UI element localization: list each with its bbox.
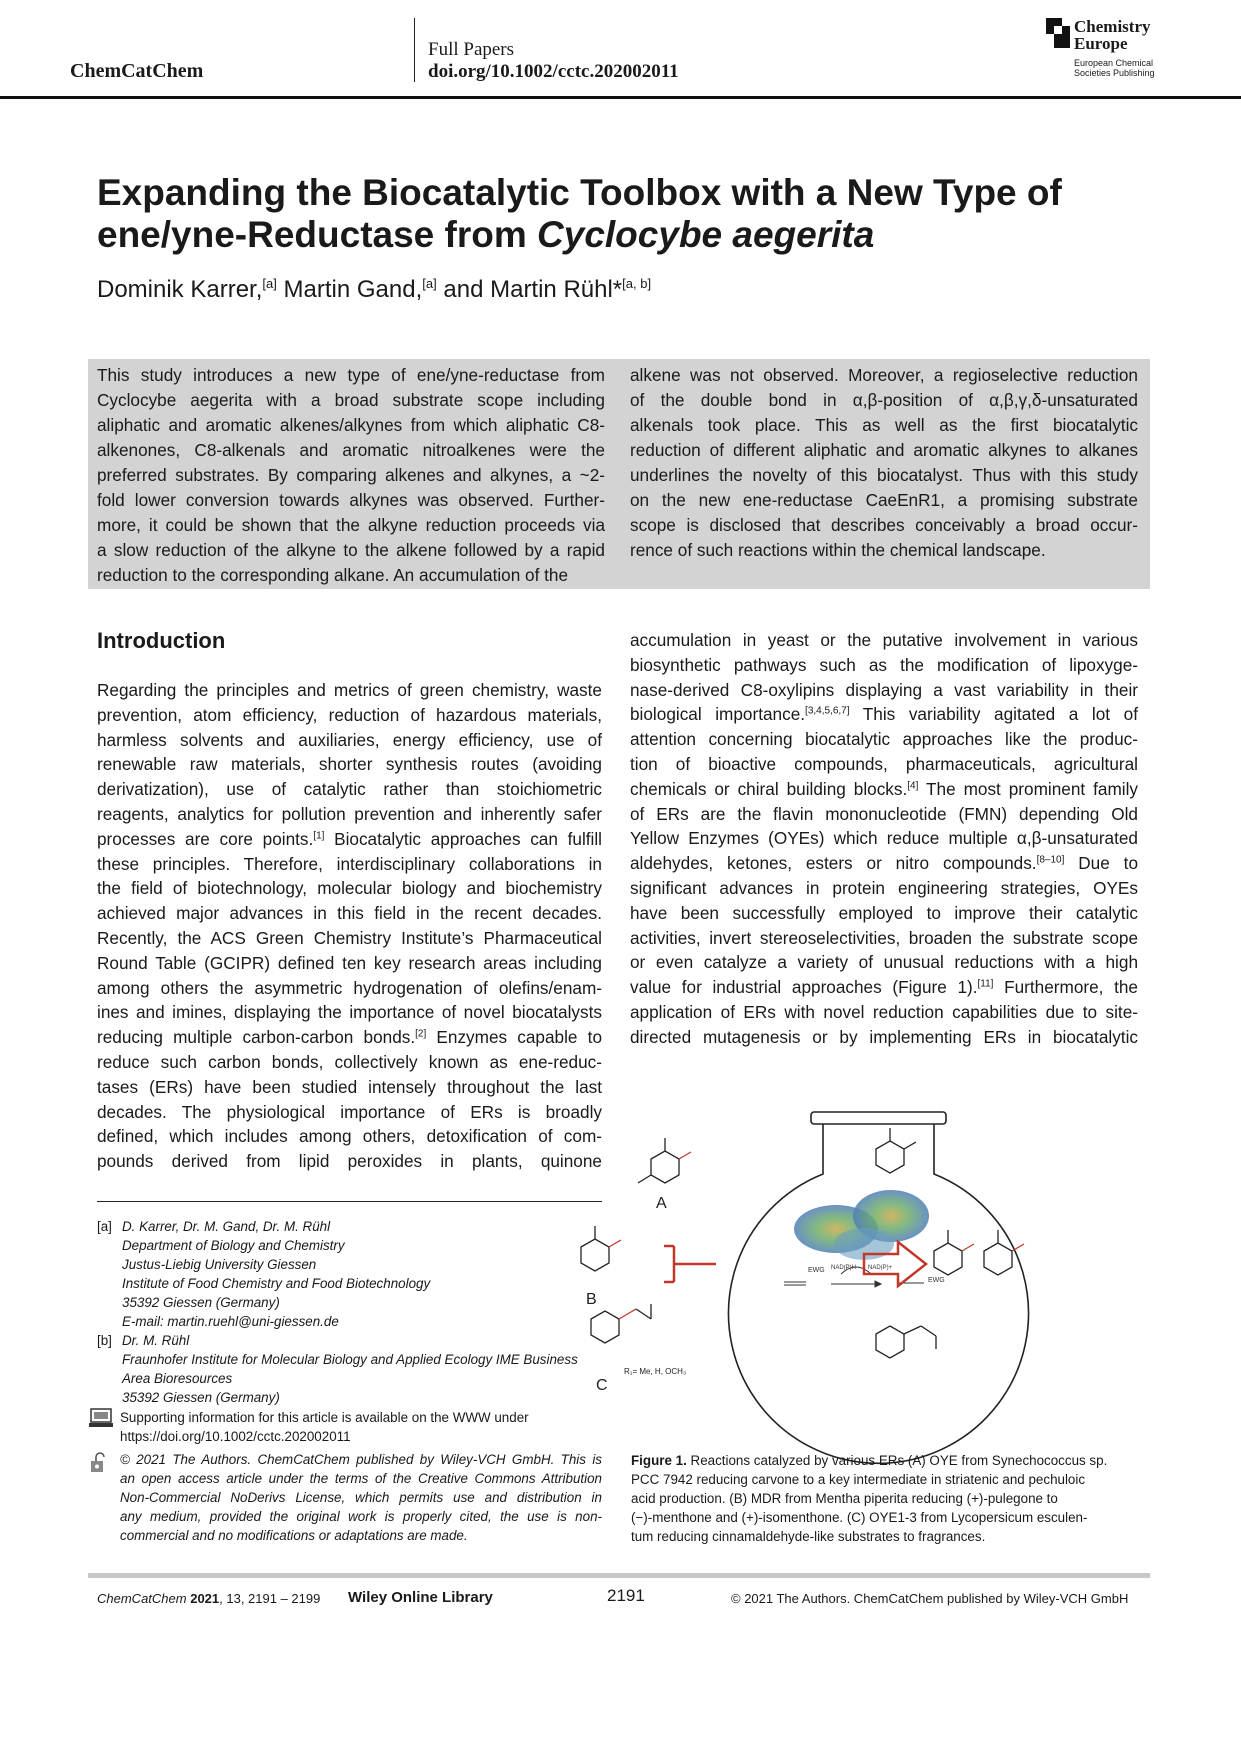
figure-caption-label: Figure 1.	[631, 1453, 687, 1468]
figure-caption	[631, 1451, 1147, 1546]
intro-text: activities, invert stereoselectivities, broaden the substrate scope	[630, 927, 1138, 948]
intro-text: application of ERs with novel reduction capabilities due to site-	[630, 1001, 1138, 1022]
intro-text: decades. The physiological importance of ERs is broadly	[97, 1101, 602, 1122]
nadp-label: NAD(P)+	[868, 1265, 893, 1271]
author-2: Martin Gand,	[276, 276, 423, 303]
citation-ref[interactable]: [11]	[977, 978, 994, 990]
affiliation-line: 35392 Giessen (Germany)	[122, 1390, 280, 1405]
intro-text: nase-derived C8-oxylipins displaying a vast variability in their	[630, 679, 1138, 700]
abstract-line: reduction of different aliphatic and aromatic alkynes to alkanes	[630, 440, 1138, 460]
open-access-line: © 2021 The Authors. ChemCatChem published by Wiley-VCH GmbH. This is	[120, 1452, 602, 1467]
intro-line	[630, 628, 1138, 653]
intro-line	[97, 703, 602, 728]
r1-substituents: R₁= Me, H, OCH₃	[624, 1367, 687, 1376]
species-name: Cyclocybe aegerita	[537, 214, 875, 255]
citation-ref[interactable]: [4]	[907, 780, 919, 792]
intro-text: significant advances in protein engineering strategies, OYEs	[630, 877, 1138, 898]
open-access-lock-icon	[90, 1452, 108, 1474]
intro-text: harmless solvents and auxiliaries, energy efficiency, use of	[97, 729, 602, 750]
affiliation-line: D. Karrer, Dr. M. Gand, Dr. M. Rühl	[122, 1219, 331, 1234]
intro-line	[97, 876, 602, 901]
page-number: 2191	[607, 1586, 645, 1605]
affiliation-tag: [b]	[97, 1333, 112, 1348]
intro-text: the field of biotechnology, molecular biology and biochemistry	[97, 878, 602, 899]
label-c: C	[596, 1377, 608, 1394]
footer-volume-pages: , 13, 2191 – 2199	[219, 1591, 321, 1606]
intro-line	[630, 975, 1138, 1000]
intro-text: prevention, atom efficiency, reduction of hazardous materials,	[97, 704, 602, 725]
publisher-sub-line2: Societies Publishing	[1074, 68, 1155, 78]
structure-a-icon	[638, 1138, 691, 1183]
doi-link[interactable]: doi.org/10.1002/cctc.202002011	[428, 61, 679, 82]
intro-line	[630, 950, 1138, 975]
intro-text: reducing multiple carbon-carbon bonds.	[97, 1027, 416, 1048]
intro-text: reduce such carbon bonds, collectively known as ene-reduc-	[97, 1051, 602, 1072]
nadph-label: NAD(P)H	[831, 1265, 856, 1271]
structure-b-icon	[581, 1226, 621, 1271]
intro-text: reagents, analytics for pollution prevention and inherently safer	[97, 803, 602, 824]
figure-1	[586, 1104, 1156, 1444]
intro-line	[97, 1025, 602, 1050]
wiley-online-library-link[interactable]: Wiley Online Library	[348, 1589, 493, 1606]
intro-line	[97, 951, 602, 976]
product-b1-icon	[934, 1230, 974, 1275]
intro-line	[97, 1100, 602, 1125]
footnote-rule	[97, 1201, 602, 1202]
abstract-line: rence of such reactions within the chemical landscape.	[630, 540, 1046, 560]
intro-line	[630, 777, 1138, 802]
intro-text: ines and imines, displaying the importance of novel biocatalysts	[97, 1002, 602, 1023]
computer-icon	[89, 1408, 113, 1428]
author-1: Dominik Karrer,	[97, 276, 263, 303]
figure-caption-line: acid production. (B) MDR from Mentha piperita reducing (+)-pulegone to	[631, 1491, 1058, 1506]
intro-line	[97, 1149, 602, 1174]
affiliation-b	[97, 1331, 578, 1407]
open-access-line: Non-Commercial NoDerivs License, which permits use and distribution in	[120, 1490, 602, 1505]
intro-text: Recently, the ACS Green Chemistry Institute’s Pharmaceutical	[97, 927, 602, 948]
footer-year: 2021	[190, 1591, 220, 1606]
introduction-heading: Introduction	[97, 628, 226, 653]
intro-text: or even catalyze a variety of unusual reductions with a high	[630, 952, 1138, 973]
intro-line	[97, 901, 602, 926]
open-access-line: any medium, provided the original work is properly cited, the use is non-	[120, 1509, 602, 1524]
intro-line	[630, 653, 1138, 678]
affiliation-line: Area Bioresources	[122, 1371, 233, 1386]
intro-text: attention concerning biocatalytic approaches like the produc-	[630, 729, 1138, 750]
affiliation-line: Department of Biology and Chemistry	[122, 1238, 345, 1253]
citation-ref[interactable]: [3,4,5,6,7]	[805, 705, 850, 717]
intro-line	[630, 752, 1138, 777]
intro-line	[630, 1000, 1138, 1025]
intro-line	[630, 1025, 1138, 1050]
intro-text: derivatization), use of catalytic rather than stoichiometric	[97, 779, 602, 800]
chemistry-europe-logo-icon	[1046, 18, 1070, 52]
intro-line	[630, 802, 1138, 827]
product-c-icon	[876, 1326, 936, 1358]
intro-text: directed mutagenesis or by implementing ERs in biocatalytic	[630, 1026, 1138, 1047]
intro-line	[97, 852, 602, 877]
intro-text: Furthermore, the	[993, 977, 1138, 998]
affiliation-a	[97, 1217, 430, 1331]
affiliation-line: Dr. M. Rühl	[122, 1333, 190, 1348]
intro-line	[630, 926, 1138, 951]
intro-line	[630, 876, 1138, 901]
figure-caption-line: Reactions catalyzed by various ERs (A) OYE from Synechococcus sp.	[686, 1453, 1108, 1468]
red-bracket-icon	[664, 1246, 716, 1282]
intro-text: pounds derived from lipid peroxides in plants, quinone	[97, 1151, 602, 1172]
affiliation-line: E-mail: martin.ruehl@uni-giessen.de	[122, 1314, 339, 1329]
title-line2-plain: ene/yne-Reductase from	[97, 214, 538, 255]
ewg-right-label: EWG	[928, 1277, 945, 1284]
intro-text: tases (ERs) have been studied intensely throughout the last	[97, 1076, 602, 1097]
abstract-line: fold lower conversion towards alkynes was observed. Further-	[97, 490, 605, 510]
intro-line	[630, 901, 1138, 926]
intro-text: accumulation in yeast or the putative involvement in various	[630, 630, 1138, 650]
citation-ref[interactable]: [8–10]	[1036, 854, 1065, 866]
intro-line	[97, 728, 602, 753]
open-access-line: commercial and no modifications or adaptations are made.	[120, 1528, 468, 1543]
intro-text: biological importance.	[630, 704, 806, 725]
author-3-affiliation: [a, b]	[622, 276, 652, 291]
intro-text: defined, which includes among others, detoxification of com-	[97, 1126, 602, 1147]
intro-text: of ERs are the flavin mononucleotide (FMN) depending Old	[630, 803, 1138, 824]
intro-text: achieved major advances in this field in the recent decades.	[97, 903, 602, 924]
intro-line	[97, 777, 602, 802]
supporting-information-note	[120, 1408, 602, 1446]
abstract-line: reduction to the corresponding alkane. An accumulation of the	[97, 565, 569, 585]
intro-text: these principles. Therefore, interdisciplinary collaborations in	[97, 853, 602, 874]
structure-c-icon	[591, 1304, 651, 1343]
intro-text: The most prominent family	[918, 778, 1138, 799]
publisher-logo	[1046, 18, 1186, 82]
abstract-line: underlines the novelty of this biocatalyst. Thus with this study	[630, 465, 1138, 485]
paper-title	[97, 172, 1157, 256]
flask-icon	[729, 1112, 1029, 1463]
citation-ref[interactable]: [2]	[415, 1028, 427, 1040]
intro-text: This variability agitated a lot of	[849, 704, 1138, 725]
abstract-line: This study introduces a new type of ene/yne-reductase from	[97, 365, 605, 385]
figure-1-graphic	[586, 1104, 1156, 1444]
affiliation-line: 35392 Giessen (Germany)	[122, 1295, 280, 1310]
footer-citation	[97, 1591, 320, 1606]
label-b: B	[586, 1291, 597, 1308]
publisher-name-line2: Europe	[1074, 34, 1128, 53]
abstract-line: alkenones, C8-alkenals and aromatic nitroalkenes were the	[97, 440, 605, 460]
footer-rule	[88, 1573, 1150, 1578]
intro-line	[630, 826, 1138, 851]
abstract-right-column	[630, 363, 1138, 563]
intro-text: Due to	[1064, 853, 1138, 874]
abstract-left-column	[97, 363, 605, 588]
intro-text: biosynthetic pathways such as the modification of lipoxyge-	[630, 654, 1138, 675]
figure-caption-line: tum reducing cinnamaldehyde-like substrates to fragrances.	[631, 1529, 986, 1544]
abstract-line: scope is disclosed that describes conceivably a broad occur-	[630, 515, 1138, 535]
citation-ref[interactable]: [1]	[313, 830, 325, 842]
intro-text: chemicals or chiral building blocks.	[630, 778, 908, 799]
publisher-name-line1: Chemistry	[1074, 17, 1151, 36]
title-line2	[97, 214, 1157, 256]
intro-line	[630, 851, 1138, 876]
open-access-note	[120, 1450, 602, 1545]
open-access-line: an open access article under the terms of the Creative Commons Attribution	[120, 1471, 602, 1486]
abstract-line: on the new ene-reductase CaeEnR1, a promising substrate	[630, 490, 1138, 510]
affiliation-tag: [a]	[97, 1219, 112, 1234]
abstract-line: of the double bond in α,β-position of α,β,γ,δ-unsaturated	[630, 390, 1138, 410]
intro-line	[97, 1075, 602, 1100]
header-divider	[414, 18, 415, 82]
abstract-line: alkene was not observed. Moreover, a regioselective reduction	[630, 365, 1138, 385]
intro-right-column	[630, 628, 1138, 1050]
abstract-line: a slow reduction of the alkyne to the alkene followed by a rapid	[97, 540, 605, 560]
intro-line	[630, 727, 1138, 752]
ewg-left-label: EWG	[808, 1267, 825, 1274]
affiliation-line: Fraunhofer Institute for Molecular Biology and Applied Ecology IME Business	[122, 1352, 578, 1367]
intro-line	[97, 752, 602, 777]
author-1-affiliation: [a]	[262, 276, 277, 291]
title-line1: Expanding the Biocatalytic Toolbox with a New Type of	[97, 172, 1062, 213]
abstract-line: aliphatic and aromatic alkenes/alkynes from which aliphatic C8-	[97, 415, 605, 435]
journal-name: ChemCatChem	[70, 60, 204, 82]
abstract-line: Cyclocybe aegerita with a broad substrate scope including	[97, 390, 605, 410]
product-b2-icon	[984, 1230, 1024, 1275]
author-list	[97, 276, 651, 304]
author-2-affiliation: [a]	[422, 276, 437, 291]
intro-text: value for industrial approaches (Figure 1).	[630, 977, 978, 998]
footer-journal: ChemCatChem	[97, 1591, 187, 1606]
product-a-icon	[876, 1128, 916, 1173]
abstract-line: preferred substrates. By comparing alkenes and alkynes, a ~2-	[97, 465, 605, 485]
intro-left-column	[97, 678, 602, 1174]
intro-text: Biocatalytic approaches can fulfill	[324, 828, 602, 849]
figure-caption-line: (−)-menthone and (+)-isomenthone. (C) OYE1-3 from Lycopersicum esculen-	[631, 1510, 1088, 1525]
author-3: and Martin Rühl*	[436, 276, 623, 303]
footer-copyright: © 2021 The Authors. ChemCatChem published by Wiley-VCH GmbH	[731, 1591, 1129, 1606]
intro-text: aldehydes, ketones, esters or nitro compounds.	[630, 853, 1037, 874]
figure-caption-line: PCC 7942 reducing carvone to a key intermediate in striatenic and pechuloic	[631, 1472, 1086, 1487]
intro-line	[630, 678, 1138, 703]
intro-text: Yellow Enzymes (OYEs) which reduce multiple α,β-unsaturated	[630, 828, 1138, 849]
intro-line	[97, 976, 602, 1001]
supporting-info-line1: Supporting information for this article is available on the WWW under	[120, 1410, 529, 1425]
intro-text: Enzymes capable to	[426, 1027, 602, 1048]
intro-text: Round Table (GCIPR) defined ten key research areas including	[97, 952, 602, 973]
supporting-info-link[interactable]: https://doi.org/10.1002/cctc.202002011	[120, 1429, 351, 1444]
section-label: Full Papers	[428, 39, 515, 60]
intro-line	[97, 678, 602, 703]
intro-text: have been successfully employed to improve their catalytic	[630, 902, 1138, 923]
intro-line	[97, 1124, 602, 1149]
header-rule	[0, 96, 1241, 99]
affiliation-line: Institute of Food Chemistry and Food Biotechnology	[122, 1276, 431, 1291]
intro-text: processes are core points.	[97, 828, 314, 849]
abstract-line: alkenals took place. This as well as the first biocatalytic	[630, 415, 1138, 435]
intro-text: tion of bioactive compounds, pharmaceuticals, agricultural	[630, 753, 1138, 774]
label-a: A	[656, 1195, 667, 1212]
intro-line	[97, 827, 602, 852]
intro-line	[97, 1000, 602, 1025]
intro-text: among others the asymmetric hydrogenation of olefins/enam-	[97, 977, 602, 998]
intro-line	[97, 926, 602, 951]
abstract-line: more, it could be shown that the alkyne reduction proceeds via	[97, 515, 605, 535]
affiliation-line: Justus-Liebig University Giessen	[122, 1257, 317, 1272]
intro-text: renewable raw materials, shorter synthesis routes (avoiding	[97, 754, 602, 775]
intro-line	[97, 802, 602, 827]
publisher-sub-line1: European Chemical	[1074, 58, 1154, 68]
intro-text: Regarding the principles and metrics of green chemistry, waste	[97, 680, 602, 700]
intro-line	[97, 1050, 602, 1075]
intro-line	[630, 702, 1138, 727]
